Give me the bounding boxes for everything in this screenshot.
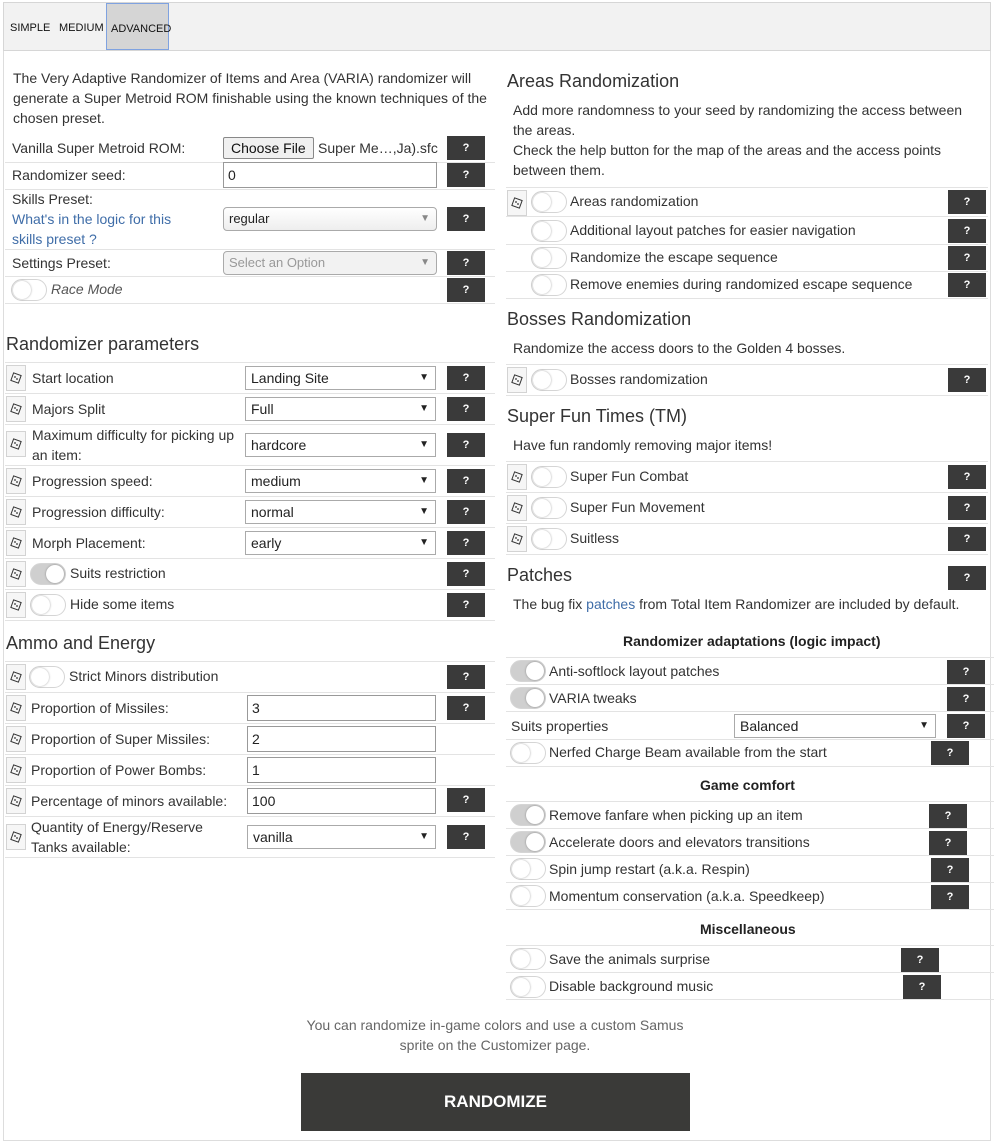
customizer-note: You can randomize in-game colors and use a custom Samus sprite on the Customizer page. xyxy=(306,1017,684,1053)
chevron-down-icon: ▼ xyxy=(419,403,429,414)
start-location-label: Start location xyxy=(32,370,114,386)
missiles-label: Proportion of Missiles: xyxy=(31,700,169,716)
super-fun-combat-toggle[interactable] xyxy=(531,466,567,488)
progression-speed-help-button[interactable]: ? xyxy=(447,469,485,493)
areas-randomization-help-button[interactable]: ? xyxy=(948,190,986,214)
chevron-down-icon: ▼ xyxy=(420,213,430,224)
chevron-down-icon: ▼ xyxy=(419,372,429,383)
suits-properties-select[interactable] xyxy=(734,714,936,738)
tab-advanced[interactable]: ADVANCED xyxy=(106,3,169,50)
patches-help-button[interactable]: ? xyxy=(948,566,986,590)
energy-tanks-label: Quantity of Energy/Reserve Tanks available: xyxy=(31,819,203,855)
super-missiles-input[interactable]: 2 xyxy=(247,726,436,752)
skills-label: Skills Preset: xyxy=(12,191,93,207)
misc-title: Miscellaneous xyxy=(700,921,796,937)
dice-icon[interactable] xyxy=(6,695,26,721)
energy-tanks-select[interactable] xyxy=(247,825,436,849)
morph-placement-help-button[interactable]: ? xyxy=(447,531,485,555)
skills-help-button[interactable]: ? xyxy=(447,207,485,231)
super-fun-movement-help-button[interactable]: ? xyxy=(948,496,986,520)
settings-label: Settings Preset: xyxy=(12,255,111,271)
majors-split-select[interactable] xyxy=(245,397,436,421)
dice-icon[interactable] xyxy=(507,495,527,521)
bosses-randomization-label: Bosses randomization xyxy=(570,371,708,387)
bosses-desc: Randomize the access doors to the Golden 4 bosses. xyxy=(513,340,846,356)
dice-icon[interactable] xyxy=(507,464,527,490)
progression-speed-label: Progression speed: xyxy=(32,473,153,489)
dice-icon[interactable] xyxy=(6,431,26,457)
dice-icon[interactable] xyxy=(6,530,26,556)
skills-preset-value: regular xyxy=(229,211,270,226)
power-bombs-input[interactable]: 1 xyxy=(247,757,436,783)
power-bombs-label: Proportion of Power Bombs: xyxy=(31,762,207,778)
race-mode-toggle[interactable] xyxy=(11,279,47,301)
suits-properties-label: Suits properties xyxy=(511,718,609,734)
dice-icon[interactable] xyxy=(6,757,26,783)
chevron-down-icon: ▼ xyxy=(419,537,429,548)
nerfed-charge-help-button[interactable]: ? xyxy=(931,741,969,765)
dice-icon[interactable] xyxy=(507,367,527,393)
bosses-randomization-toggle[interactable] xyxy=(531,369,567,391)
skills-preset-select[interactable] xyxy=(223,207,437,231)
suitless-toggle[interactable] xyxy=(531,528,567,550)
areas-desc-2: Check the help button for the map of the areas and the access points between them. xyxy=(513,142,942,178)
chevron-down-icon: ▼ xyxy=(919,720,929,731)
chevron-down-icon: ▼ xyxy=(420,257,430,268)
super-fun-combat-help-button[interactable]: ? xyxy=(948,465,986,489)
start-location-select[interactable] xyxy=(245,366,436,390)
energy-tanks-help-button[interactable]: ? xyxy=(447,825,485,849)
minors-percentage-input[interactable]: 100 xyxy=(247,788,436,814)
save-animals-help-button[interactable]: ? xyxy=(901,948,939,972)
bosses-title: Bosses Randomization xyxy=(507,309,692,329)
morph-placement-label: Morph Placement: xyxy=(32,535,146,551)
layout-patches-label: Additional layout patches for easier navigation xyxy=(570,222,856,238)
max-difficulty-help-button[interactable]: ? xyxy=(447,433,485,457)
seed-label: Randomizer seed: xyxy=(12,167,126,183)
dice-icon[interactable] xyxy=(6,592,26,618)
save-animals-label: Save the animals surprise xyxy=(549,951,711,967)
disable-music-label: Disable background music xyxy=(549,978,714,994)
missiles-input[interactable]: 3 xyxy=(247,695,436,721)
start-location-help-button[interactable]: ? xyxy=(447,366,485,390)
progression-speed-select[interactable] xyxy=(245,469,436,493)
patches-link[interactable]: patches xyxy=(586,596,636,612)
missiles-help-button[interactable]: ? xyxy=(447,696,485,720)
suitless-help-button[interactable]: ? xyxy=(948,527,986,551)
areas-randomization-toggle[interactable] xyxy=(531,191,567,213)
areas-randomization-label: Areas randomization xyxy=(570,193,699,209)
anti-softlock-label: Anti-softlock layout patches xyxy=(549,663,720,679)
progression-difficulty-select[interactable] xyxy=(245,500,436,524)
choose-file-button[interactable]: Choose File xyxy=(223,137,314,159)
game-comfort-title: Game comfort xyxy=(700,777,795,793)
dice-icon[interactable] xyxy=(6,561,26,587)
progression-speed-value: medium xyxy=(251,473,301,489)
tab-medium[interactable]: MEDIUM xyxy=(59,22,104,34)
respin-toggle[interactable] xyxy=(510,858,546,880)
remove-enemies-label: Remove enemies during randomized escape sequence xyxy=(570,276,913,292)
majors-split-help-button[interactable]: ? xyxy=(447,397,485,421)
dice-icon[interactable] xyxy=(6,499,26,525)
majors-split-value: Full xyxy=(251,401,274,417)
majors-split-label: Majors Split xyxy=(32,401,106,417)
dice-icon[interactable] xyxy=(6,726,26,752)
save-animals-toggle[interactable] xyxy=(510,948,546,970)
remove-fanfare-help-button[interactable]: ? xyxy=(929,804,967,828)
settings-preset-placeholder: Select an Option xyxy=(229,255,326,270)
remove-enemies-toggle[interactable] xyxy=(531,274,567,296)
dice-icon[interactable] xyxy=(6,788,26,814)
speedkeep-help-button[interactable]: ? xyxy=(931,885,969,909)
hide-items-toggle[interactable] xyxy=(30,594,66,616)
speedkeep-toggle[interactable] xyxy=(510,885,546,907)
max-difficulty-label: Maximum difficulty for picking up an item: xyxy=(32,427,235,463)
speedkeep-label: Momentum conservation (a.k.a. Speedkeep) xyxy=(549,888,825,904)
bosses-randomization-help-button[interactable]: ? xyxy=(948,368,986,392)
varia-tweaks-toggle[interactable] xyxy=(510,687,546,709)
seed-help-button[interactable]: ? xyxy=(447,163,485,187)
remove-fanfare-label: Remove fanfare when picking up an item xyxy=(549,807,803,823)
escape-sequence-label: Randomize the escape sequence xyxy=(570,249,778,265)
suits-properties-help-button[interactable]: ? xyxy=(947,714,985,738)
morph-placement-value: early xyxy=(251,535,282,551)
respin-help-button[interactable]: ? xyxy=(931,858,969,882)
progression-difficulty-help-button[interactable]: ? xyxy=(447,500,485,524)
dice-icon[interactable] xyxy=(6,468,26,494)
tab-simple[interactable]: SIMPLE xyxy=(10,22,51,34)
patches-title: Patches xyxy=(507,565,573,585)
accelerate-doors-label: Accelerate doors and elevators transitions xyxy=(549,834,810,850)
progression-difficulty-label: Progression difficulty: xyxy=(32,504,165,520)
super-fun-combat-label: Super Fun Combat xyxy=(570,468,689,484)
accelerate-doors-help-button[interactable]: ? xyxy=(929,831,967,855)
morph-placement-select[interactable] xyxy=(245,531,436,555)
params-title: Randomizer parameters xyxy=(6,334,200,354)
seed-input[interactable]: 0 xyxy=(223,162,437,188)
randomize-button[interactable]: RANDOMIZE xyxy=(301,1073,690,1131)
hide-items-help-button[interactable]: ? xyxy=(447,593,485,617)
layout-patches-help-button[interactable]: ? xyxy=(948,219,986,243)
dice-icon[interactable] xyxy=(507,190,527,216)
fun-desc: Have fun randomly removing major items! xyxy=(513,437,773,453)
chevron-down-icon: ▼ xyxy=(419,475,429,486)
nerfed-charge-label: Nerfed Charge Beam available from the start xyxy=(549,744,827,760)
super-fun-movement-label: Super Fun Movement xyxy=(570,499,705,515)
progression-difficulty-value: normal xyxy=(251,504,294,520)
chevron-down-icon: ▼ xyxy=(419,831,429,842)
minors-percentage-label: Percentage of minors available: xyxy=(31,793,228,809)
dice-icon[interactable] xyxy=(6,824,26,850)
chevron-down-icon: ▼ xyxy=(419,506,429,517)
race-mode-help-button[interactable]: ? xyxy=(447,278,485,302)
super-missiles-label: Proportion of Super Missiles: xyxy=(31,731,210,747)
escape-sequence-help-button[interactable]: ? xyxy=(948,246,986,270)
dice-icon[interactable] xyxy=(6,664,26,690)
skills-logic-link[interactable]: What's in the logic for this skills preset ? xyxy=(12,211,172,247)
remove-fanfare-toggle[interactable] xyxy=(510,804,546,826)
anti-softlock-help-button[interactable]: ? xyxy=(947,660,985,684)
varia-tweaks-help-button[interactable]: ? xyxy=(947,687,985,711)
areas-title: Areas Randomization xyxy=(507,71,680,91)
dice-icon[interactable] xyxy=(6,365,26,391)
nerfed-charge-toggle[interactable] xyxy=(510,742,546,764)
strict-minors-toggle[interactable] xyxy=(29,666,65,688)
start-location-value: Landing Site xyxy=(251,370,329,386)
accelerate-doors-toggle[interactable] xyxy=(510,831,546,853)
areas-desc-1: Add more randomness to your seed by randomizing the access between the areas. xyxy=(513,102,963,138)
suits-restriction-toggle[interactable] xyxy=(30,563,66,585)
disable-music-toggle[interactable] xyxy=(510,976,546,998)
ammo-title: Ammo and Energy xyxy=(6,633,156,653)
rom-label: Vanilla Super Metroid ROM: xyxy=(12,140,186,156)
fun-title: Super Fun Times (TM) xyxy=(507,406,688,426)
respin-label: Spin jump restart (a.k.a. Respin) xyxy=(549,861,750,877)
rom-help-button[interactable]: ? xyxy=(447,136,485,160)
escape-sequence-toggle[interactable] xyxy=(531,247,567,269)
preset-tab-bar xyxy=(3,2,991,51)
strict-minors-help-button[interactable]: ? xyxy=(447,665,485,689)
settings-preset-select[interactable] xyxy=(223,251,437,275)
adaptations-title: Randomizer adaptations (logic impact) xyxy=(623,633,881,649)
strict-minors-label: Strict Minors distribution xyxy=(69,668,219,684)
super-fun-movement-toggle[interactable] xyxy=(531,497,567,519)
energy-tanks-value: vanilla xyxy=(253,829,293,845)
layout-patches-toggle[interactable] xyxy=(531,220,567,242)
suits-properties-value: Balanced xyxy=(740,718,799,734)
race-mode-label: Race Mode xyxy=(51,281,123,297)
dice-icon[interactable] xyxy=(507,526,527,552)
anti-softlock-toggle[interactable] xyxy=(510,660,546,682)
remove-enemies-help-button[interactable]: ? xyxy=(948,273,986,297)
rom-filename: Super Me…,Ja).sfc xyxy=(318,140,438,156)
disable-music-help-button[interactable]: ? xyxy=(903,975,941,999)
intro-text: The Very Adaptive Randomizer of Items and Area (VARIA) randomizer will generate a Super Metroid ROM finishable using the known techniques of the chosen preset. xyxy=(13,70,487,126)
max-difficulty-select[interactable] xyxy=(245,433,436,457)
dice-icon[interactable] xyxy=(6,396,26,422)
suits-restriction-label: Suits restriction xyxy=(70,565,166,581)
patches-desc: The bug fix patches from Total Item Randomizer are included by default. xyxy=(513,596,960,612)
varia-tweaks-label: VARIA tweaks xyxy=(549,690,637,706)
settings-help-button[interactable]: ? xyxy=(447,251,485,275)
chevron-down-icon: ▼ xyxy=(419,439,429,450)
suitless-label: Suitless xyxy=(570,530,620,546)
suits-restriction-help-button[interactable]: ? xyxy=(447,562,485,586)
hide-items-label: Hide some items xyxy=(70,596,175,612)
max-difficulty-value: hardcore xyxy=(251,437,307,453)
minors-percentage-help-button[interactable]: ? xyxy=(447,788,485,812)
